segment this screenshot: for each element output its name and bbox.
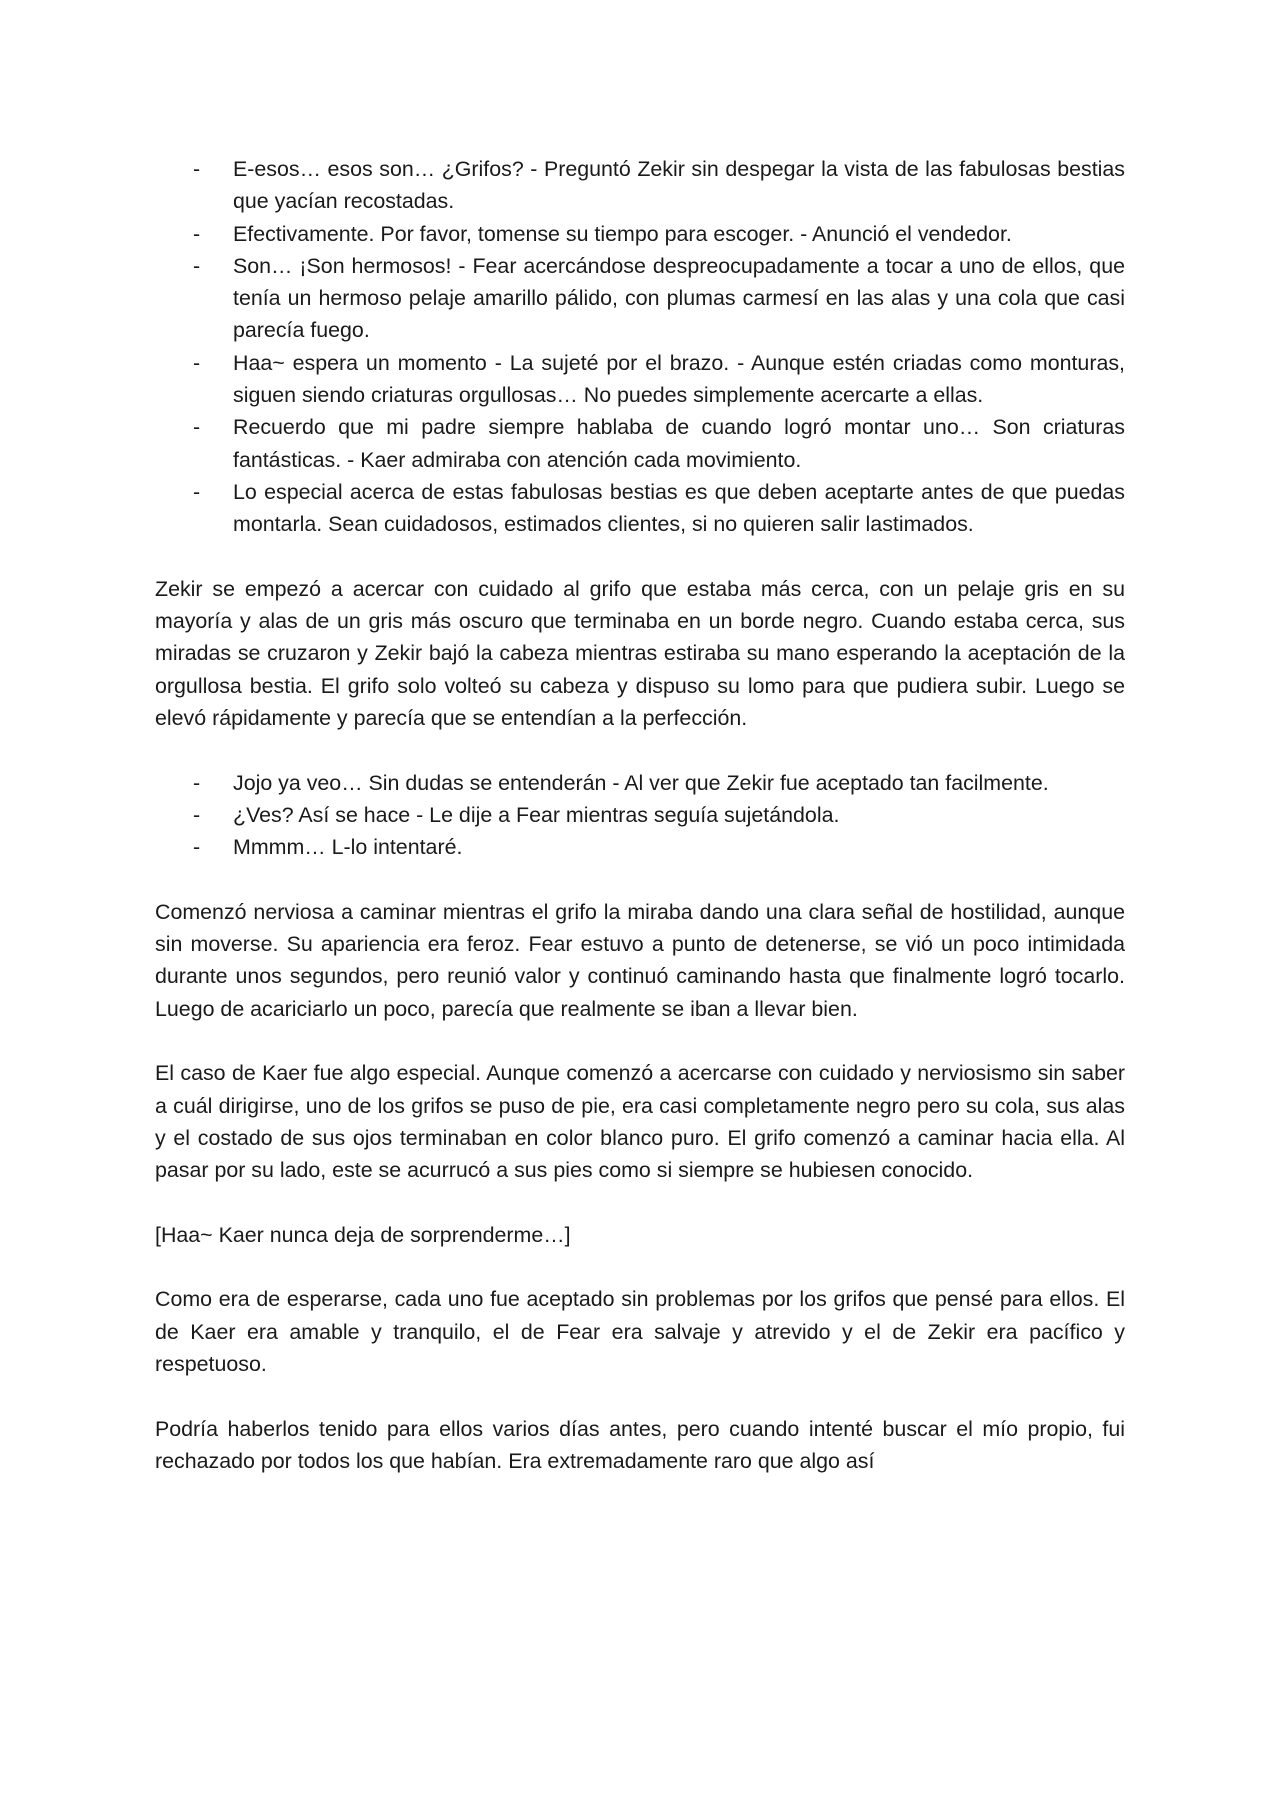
paragraph-spacer xyxy=(155,1251,1125,1283)
dialogue-text: Recuerdo que mi padre siempre hablaba de cuando logró montar uno… Son criaturas fantásticas. - Kaer admiraba con atención cada movimiento. xyxy=(233,415,1125,472)
dialogue-text: Haa~ espera un momento - La sujeté por el brazo. - Aunque estén criadas como monturas, siguen siendo criaturas orgullosas… No puedes simplemente acercarte a ellas. xyxy=(233,350,1125,408)
dash-bullet: - xyxy=(193,157,201,181)
paragraph-spacer xyxy=(155,541,1125,573)
dialogue-text: Son… ¡Son hermosos! - Fear acercándose despreocupadamente a tocar a uno de ellos, que tenía un hermoso pelaje amarillo pálido, con plumas carmesí en las alas y una cola que casi parecía fuego. xyxy=(233,253,1125,343)
dialogue-list xyxy=(155,767,1125,864)
dash-bullet: - xyxy=(193,253,201,278)
document-page xyxy=(155,153,1125,1477)
dialogue-text: Efectivamente. Por favor, tomense su tiempo para escoger. - Anunció el vendedor. xyxy=(233,221,1012,246)
dash-bullet: - xyxy=(193,835,201,860)
dialogue-line xyxy=(155,476,1125,541)
dash-bullet: - xyxy=(193,350,201,375)
narrative-paragraph: Podría haberlos tenido para ellos varios días antes, pero cuando intenté buscar el mío propio, fui rechazado por todos los que habían. Era extremadamente raro que algo así xyxy=(155,1416,1125,1473)
dialogue-text: Lo especial acerca de estas fabulosas bestias es que deben aceptarte antes de que puedas montarla. Sean cuidadosos, estimados clientes, si no quieren salir lastimados. xyxy=(233,479,1125,537)
dialogue-line xyxy=(155,347,1125,412)
narrative-paragraph: [Haa~ Kaer nunca deja de sorprenderme…] xyxy=(155,1222,571,1247)
dialogue-text: Mmmm… L-lo intentaré. xyxy=(233,835,463,860)
dash-bullet: - xyxy=(193,802,201,827)
dash-bullet: - xyxy=(193,479,201,504)
dialogue-line xyxy=(155,411,1125,476)
dialogue-text: ¿Ves? Así se hace - Le dije a Fear mientras seguía sujetándola. xyxy=(233,802,840,827)
narrative-paragraph: El caso de Kaer fue algo especial. Aunque comenzó a acercarse con cuidado y nerviosismo sin saber a cuál dirigirse, uno de los grifos se puso de pie, era casi completamente negro pero su cola, sus alas y el costado de sus ojos terminaban en color blanco puro. El grifo comenzó a caminar hacia ella. Al pasar por su lado, este se acurrucó a sus pies como si siempre se hubiesen conocido. xyxy=(155,1061,1125,1183)
dash-bullet: - xyxy=(193,415,201,440)
dialogue-line xyxy=(155,767,1125,799)
dialogue-line xyxy=(155,218,1125,250)
dialogue-line xyxy=(155,153,1125,218)
narrative-paragraph: Zekir se empezó a acercar con cuidado al grifo que estaba más cerca, con un pelaje gris en su mayoría y alas de un gris más oscuro que terminaba en un borde negro. Cuando estaba cerca, sus miradas se cruzaron y Zekir bajó la cabeza mientras estiraba su mano esperando la aceptación de la orgullosa bestia. El grifo solo volteó su cabeza y dispuso su lomo para que pudiera subir. Luego se elevó rápidamente y parecía que se entendían a la perfección. xyxy=(155,576,1125,731)
dialogue-line xyxy=(155,799,1125,831)
paragraph-spacer xyxy=(155,734,1125,766)
dash-bullet: - xyxy=(193,221,201,246)
paragraph-spacer xyxy=(155,1025,1125,1057)
dialogue-text: Jojo ya veo… Sin dudas se entenderán - Al ver que Zekir fue aceptado tan facilmente. xyxy=(233,770,1049,795)
dialogue-line xyxy=(155,831,1125,863)
narrative-paragraph: Como era de esperarse, cada uno fue aceptado sin problemas por los grifos que pensé para ellos. El de Kaer era amable y tranquilo, el de Fear era salvaje y atrevido y el de Zekir era pacífico y respetuoso. xyxy=(155,1287,1125,1376)
narrative-paragraph: Comenzó nerviosa a caminar mientras el grifo la miraba dando una clara señal de hostilidad, aunque sin moverse. Su apariencia era feroz. Fear estuvo a punto de detenerse, se vió un poco intimidada durante unos segundos, pero reunió valor y continuó caminando hasta que finalmente logró tocarlo. Luego de acariciarlo un poco, parecía que realmente se iban a llevar bien. xyxy=(155,899,1125,1021)
paragraph-spacer xyxy=(155,1187,1125,1219)
dialogue-list xyxy=(155,153,1125,541)
dash-bullet: - xyxy=(193,770,201,795)
paragraph-spacer xyxy=(155,1380,1125,1412)
dialogue-text: E-esos… esos son… ¿Grifos? - Preguntó Zekir sin despegar la vista de las fabulosas bestias que yacían recostadas. xyxy=(233,157,1125,214)
dialogue-line xyxy=(155,250,1125,347)
paragraph-spacer xyxy=(155,864,1125,896)
